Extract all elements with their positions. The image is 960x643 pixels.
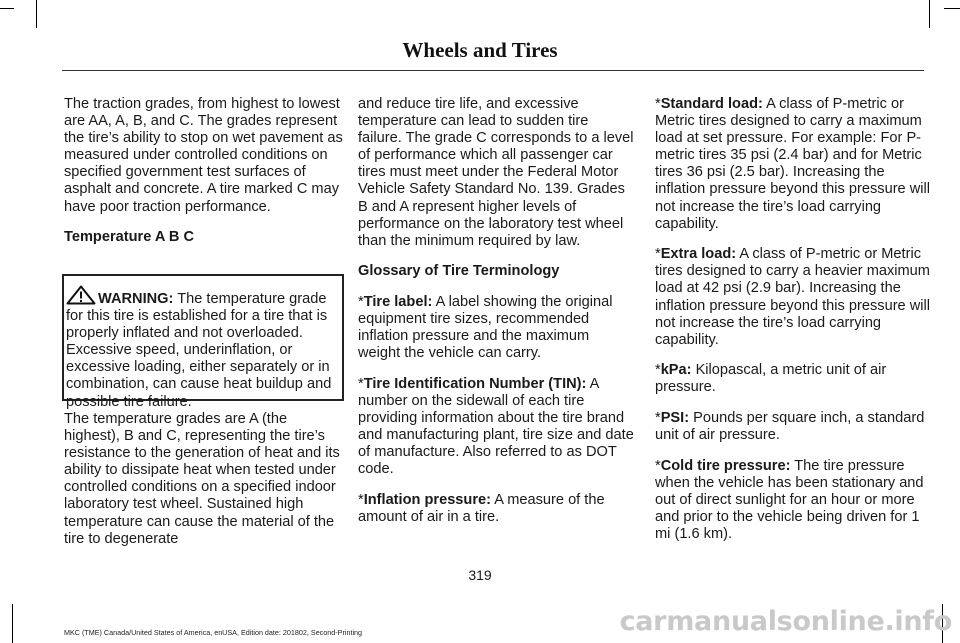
glossary-entry-tin: *Tire Identification Number (TIN): A number on the sidewall of each tire providing information about the tire brand and manufacturing plant, tire size and date of manufacture. Also referred to as DOT code. <box>358 375 634 478</box>
traction-paragraph: The traction grades, from highest to lowest are AA, A, B, and C. The grades represent the tire’s ability to stop on wet pavement as measured under controlled conditions on specified government test surfaces of asphalt and concrete. A tire marked C may have poor traction performance. <box>64 96 343 215</box>
warning-text: The temperature grade for this tire is established for a tire that is properly inflated and not overloaded. Excessive speed, underinflation, or excessive loading, either separately or in combination, can cause heat buildup and possible tire failure. <box>66 291 332 410</box>
glossary-entry-extra-load: *Extra load: A class of P-metric or Metric tires designed to carry a heavier maximum load at 42 psi (2.9 bar). Increasing the inflation pressure beyond this pressure will not increase the tire’s load carrying capability. <box>655 246 930 348</box>
warning-triangle-icon <box>66 285 96 305</box>
edition-footer: MKC (TME) Canada/United States of America, enUSA, Edition date: 201802, Second-Printing <box>64 628 363 637</box>
temperature-paragraph: The temperature grades are A (the highest), B and C, representing the tire’s resistance to the generation of heat and its ability to dissipate heat when tested under controlled conditions on a specified indoor laboratory test wheel. Sustained high temperature can cause the material of the tire to degenerate <box>64 411 340 547</box>
title-divider <box>62 70 924 71</box>
warning-box <box>62 274 344 410</box>
warning-label: WARNING: <box>98 291 174 307</box>
crop-mark-top-right-vertical <box>929 0 930 28</box>
watermark: carmanualsonline.info <box>619 606 952 637</box>
crop-mark-top-left-horizontal <box>0 8 14 9</box>
crop-mark-top-left-vertical <box>36 0 37 28</box>
glossary-entry-kpa: *kPa: Kilopascal, a metric unit of air pressure. <box>655 362 887 396</box>
glossary-entry-inflation-pressure: *Inflation pressure: A measure of the amount of air in a tire. <box>358 491 605 525</box>
continuation-paragraph: and reduce tire life, and excessive temperature can lead to sudden tire failure. The grade C corresponds to a level of performance which all passenger car tires must meet under the Federal Motor Vehicle Safety Standard No. 139. Grades B and A represent higher levels of performance on the laboratory test wheel than the minimum required by law. <box>358 96 634 249</box>
glossary-entry-tire-label: *Tire label: A label showing the original equipment tire sizes, recommended inflation pressure and the maximum weight the vehicle can carry. <box>358 293 613 362</box>
crop-mark-top-right-horizontal <box>944 8 960 9</box>
page-number: 319 <box>468 567 492 583</box>
crop-mark-bottom-left-vertical <box>12 604 13 643</box>
page-title: Wheels and Tires <box>402 38 558 62</box>
temperature-heading: Temperature A B C <box>64 229 195 246</box>
glossary-heading: Glossary of Tire Terminology <box>358 263 560 280</box>
glossary-entry-psi: *PSI: Pounds per square inch, a standard unit of air pressure. <box>655 410 925 444</box>
glossary-entry-cold-tire-pressure: *Cold tire pressure: The tire pressure when the vehicle has been stationary and out of direct sunlight for an hour or more and prior to the vehicle being driven for 1 mi (1.6 km). <box>655 457 924 543</box>
column-1 <box>64 96 344 260</box>
glossary-entry-standard-load: *Standard load: A class of P-metric or Metric tires designed to carry a maximum load at set pressure. For example: For P-metric tires 35 psi (2.4 bar) and for Metric tires 36 psi (2.5 bar). Increasing the inflation pressure beyond this pressure will not increase the tire’s load carrying capability. <box>655 96 930 232</box>
column-2 <box>358 96 634 540</box>
column-3 <box>655 96 935 557</box>
